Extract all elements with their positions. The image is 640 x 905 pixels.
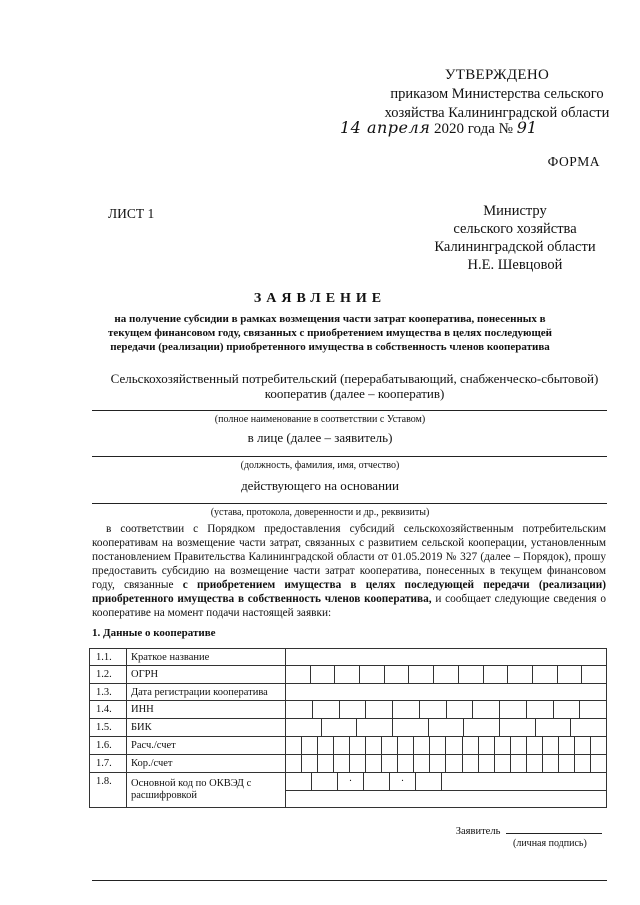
okved-description-field[interactable] — [286, 791, 607, 808]
body-part-1: в соответствии с Порядком предоставления субсидий сельскохозяйственным потребительским кооперативам на возмещение части затрат, связанных с развитием сельской кооперации, установленным постановлением Правительства Калининградской области от 01.05.2019 № 327 (далее – Порядок), прошу предоставить субсидию на возмещение части затрат кооператива, понесенных в текущем финансовом году, связанные — [92, 523, 606, 591]
row-number: 1.5. — [90, 719, 127, 737]
row-label: Основной код по ОКВЭД с расшифровкой — [127, 773, 286, 808]
approval-line-2: приказом Министерства сельского — [390, 86, 604, 102]
full-name-fill-line[interactable] — [92, 410, 607, 411]
handwritten-date: 14 апреля — [340, 118, 431, 137]
body-bold: с приобретением имущества в целях последующей передачи (реализации) приобретенного имущества в собственность членов кооператива, — [92, 579, 606, 605]
approval-title: УТВЕРЖДЕНО — [444, 67, 550, 83]
row-label: БИК — [127, 719, 286, 737]
row-number: 1.8. — [90, 773, 127, 808]
basis-caption: (устава, протокола, доверенности и др., реквизиты) — [210, 507, 430, 518]
row-number: 1.4. — [90, 701, 127, 719]
settlement-account-cells — [286, 737, 606, 754]
coop-type — [92, 371, 617, 401]
row-label: ИНН — [127, 701, 286, 719]
okved-code-cells: . . — [286, 773, 606, 790]
full-name-caption: (полное наименование в соответствии с Уставом) — [214, 414, 426, 425]
form-label: ФОРМА — [547, 154, 600, 169]
table-row — [90, 773, 607, 791]
row-label: Кор./счет — [127, 755, 286, 773]
registration-date-field[interactable] — [286, 684, 607, 701]
position-caption: (должность, фамилия, имя, отчество) — [240, 460, 400, 471]
correspondent-account-cells — [286, 755, 606, 772]
signature-block — [456, 824, 602, 837]
table-row — [90, 719, 607, 737]
short-name-field[interactable] — [286, 649, 607, 666]
table-row — [90, 737, 607, 755]
addressee-line-1: Министру — [483, 203, 547, 219]
bik-cells — [286, 719, 606, 736]
signature-label: Заявитель — [455, 826, 501, 837]
coop-type-line-2: кооператив (далее – кооператив) — [264, 386, 445, 401]
row-label: Расч./счет — [127, 737, 286, 755]
addressee-line-3: Калининградской области — [434, 239, 596, 255]
addressee-line-4: Н.Е. Шевцовой — [467, 257, 563, 273]
signature-caption: (личная подпись) — [513, 838, 587, 849]
inn-field[interactable] — [286, 701, 607, 719]
addressee-block — [420, 202, 610, 274]
cooperative-data-table — [89, 648, 607, 808]
position-fill-line[interactable] — [92, 456, 607, 457]
printed-date: 2020 года № — [434, 121, 513, 137]
row-number: 1.6. — [90, 737, 127, 755]
ogrn-field[interactable] — [286, 666, 607, 684]
row-number: 1.3. — [90, 684, 127, 701]
document-subject: на получение субсидии в рамках возмещения части затрат кооператива, понесенных в текущем финансовом году, связанных с приобретением имущества в целях последующей передачи (реализации) приобретенного имущества в собственность членов кооператива — [108, 313, 552, 353]
table-row — [90, 684, 607, 701]
table-row — [90, 701, 607, 719]
basis-fill-line[interactable] — [92, 503, 607, 504]
coop-type-line-1: Сельскохозяйственный потребительский (перерабатывающий, снабженческо-сбытовой) — [110, 371, 599, 386]
signature-line[interactable] — [506, 824, 602, 834]
bik-field[interactable] — [286, 719, 607, 737]
table-row — [90, 755, 607, 773]
ogrn-cells — [286, 666, 606, 683]
okved-code-field[interactable] — [286, 773, 607, 791]
correspondent-account-field[interactable] — [286, 755, 607, 773]
bottom-rule — [92, 880, 607, 881]
sheet-label: ЛИСТ 1 — [108, 206, 155, 221]
handwritten-number: 91 — [516, 118, 538, 137]
represented-by: в лице (далее – заявитель) — [247, 430, 393, 445]
approval-date-line — [340, 118, 537, 138]
settlement-account-field[interactable] — [286, 737, 607, 755]
inn-cells — [286, 701, 606, 718]
table-row — [90, 666, 607, 684]
row-label: Дата регистрации кооператива — [127, 684, 286, 701]
addressee-line-2: сельского хозяйства — [453, 221, 577, 237]
approval-line-3: хозяйства Калининградской области — [384, 105, 610, 121]
document-title: ЗАЯВЛЕНИЕ — [253, 291, 387, 306]
table-row — [90, 649, 607, 666]
section-heading: 1. Данные о кооперативе — [92, 627, 216, 639]
approval-stamp — [362, 66, 632, 123]
body-part-2: и сообщает следующие сведения о кооперативе на момент подачи настоящей заявки: — [92, 593, 606, 619]
row-label: Краткое название — [127, 649, 286, 666]
row-number: 1.2. — [90, 666, 127, 684]
row-number: 1.7. — [90, 755, 127, 773]
acting-basis: действующего на основании — [241, 478, 399, 493]
row-number: 1.1. — [90, 649, 127, 666]
row-label: ОГРН — [127, 666, 286, 684]
application-body — [92, 522, 606, 620]
